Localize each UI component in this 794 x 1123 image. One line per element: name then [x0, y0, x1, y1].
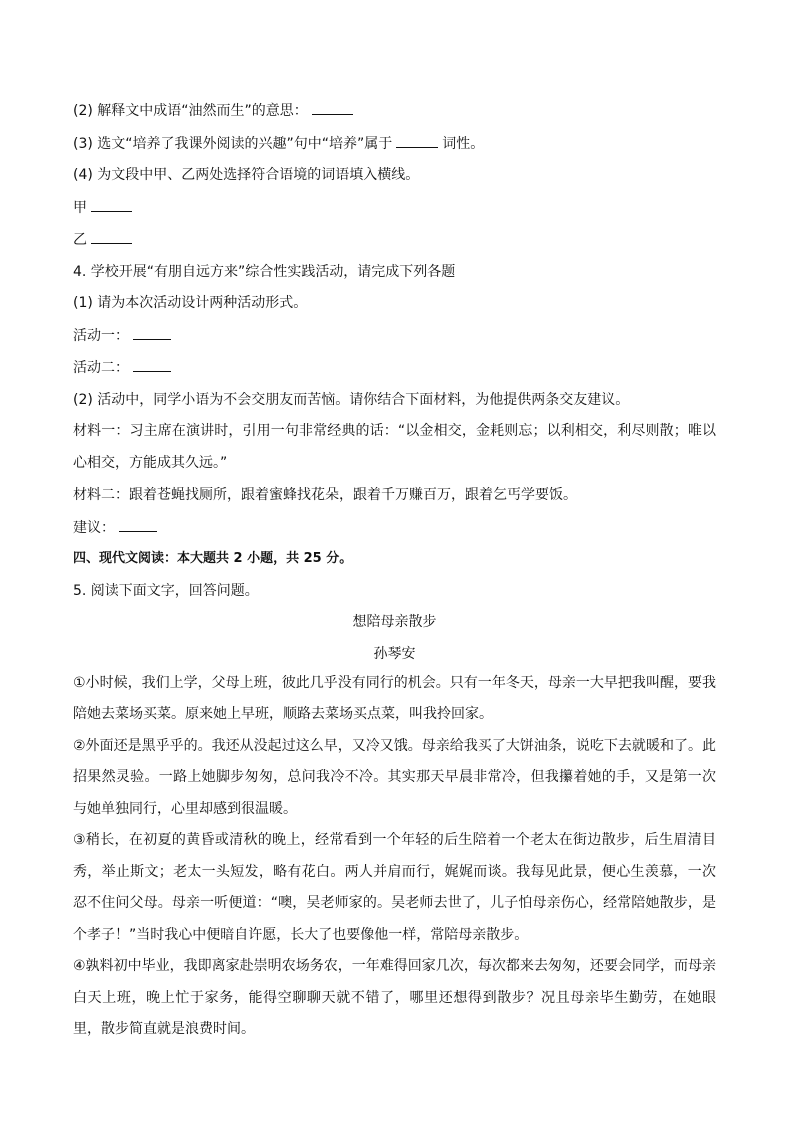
- question-4: 4. 学校开展“有朋自远方来”综合性实践活动，请完成下列各题: [73, 263, 456, 280]
- activity-two: [73, 357, 716, 378]
- question-3-3: [73, 133, 716, 154]
- article-title: 想陪母亲散步: [352, 614, 437, 630]
- article-paragraph-1: ①小时候，我们上学，父母上班，彼此几乎没有同行的机会。只有一年冬天，母亲一大早把我叫醒，要我陪她去菜场买菜。原来她上早班，顺路去菜场买点菜，叫我拎回家。: [73, 674, 716, 722]
- article-body: [73, 668, 716, 1046]
- answer-blank[interactable]: [133, 325, 171, 340]
- article-author: 孙琴安: [373, 645, 416, 662]
- article-paragraph-2: ②外面还是黑乎乎的。我还从没起过这么早，又冷又饿。母亲给我买了大饼油条，说吃下去就暖和了。此招果然灵验。一路上她脚步匆匆，总问我冷不冷。其实那天早晨非常冷，但我攥着她的手，又是第一次与她单独同行，心里却感到很温暖。: [73, 737, 716, 817]
- activity-two-label: 活动二：: [73, 360, 129, 376]
- question-4-2: (2) 活动中，同学小语为不会交朋友而苦恼。请你结合下面材料，为他提供两条交友建议。: [73, 391, 630, 408]
- answer-jia-label: 甲: [73, 199, 87, 216]
- answer-blank[interactable]: [119, 517, 157, 532]
- suggestion: [73, 517, 716, 538]
- question-3-3-text-a: (3) 选文“培养了我课外阅读的兴趣”句中“培养”属于: [73, 135, 393, 152]
- material-two: 材料二：跟着苍蝇找厕所，跟着蜜蜂找花朵，跟着千万赚百万，跟着乞丐学要饭。: [73, 487, 577, 503]
- question-3-3-text-b: 词性。: [442, 135, 485, 152]
- answer-blank[interactable]: [91, 197, 132, 212]
- section-4-title: 四、现代文阅读：本大题共 2 小题，共 25 分。: [73, 551, 353, 566]
- answer-yi: [73, 229, 716, 250]
- answer-jia: [73, 197, 716, 218]
- answer-blank[interactable]: [133, 357, 171, 372]
- question-4-1: (1) 请为本次活动设计两种活动形式。: [73, 295, 308, 311]
- question-3-2-text: (2) 解释文中成语“油然而生”的意思：: [73, 103, 308, 119]
- answer-blank[interactable]: [91, 229, 132, 244]
- question-3-4: (4) 为文段中甲、乙两处选择符合语境的词语填入横线。: [73, 167, 420, 183]
- answer-blank[interactable]: [312, 100, 353, 115]
- answer-blank[interactable]: [396, 133, 438, 148]
- suggestion-label: 建议：: [73, 519, 115, 536]
- article-paragraph-3: ③稍长，在初夏的黄昏或清秋的晚上，经常看到一个年轻的后生陪着一个老太在街边散步，后生眉清目秀，举止斯文；老太一头短发，略有花白。两人并肩而行，娓娓而谈。我每见此景，便心生羡慕，一次忍不住问父母。母亲一听便道：“噢，吴老师家的。吴老师去世了，儿子怕母亲伤心，经常陪她散步，是个孝子！”当时我心中便暗自许愿，长大了也要像他一样，常陪母亲散步。: [73, 832, 716, 943]
- question-5-prompt: 5. 阅读下面文字，回答问题。: [73, 582, 259, 599]
- question-3-2: [73, 100, 716, 121]
- activity-one-label: 活动一：: [73, 327, 129, 344]
- material-one: 材料一：习主席在演讲时，引用一句非常经典的话：“以金相交，金耗则忘；以利相交，利尽则散；唯以心相交，方能成其久远。”: [73, 423, 716, 471]
- article-paragraph-4: ④孰料初中毕业，我即离家赴崇明农场务农，一年难得回家几次，每次都来去匆匆，还要会同学，而母亲白天上班，晚上忙于家务，能得空聊聊天就不错了，哪里还想得到散步？况且母亲毕生勤劳，在她眼里，散步简直就是浪费时间。: [73, 958, 716, 1037]
- activity-one: [73, 325, 716, 346]
- answer-yi-label: 乙: [73, 232, 87, 248]
